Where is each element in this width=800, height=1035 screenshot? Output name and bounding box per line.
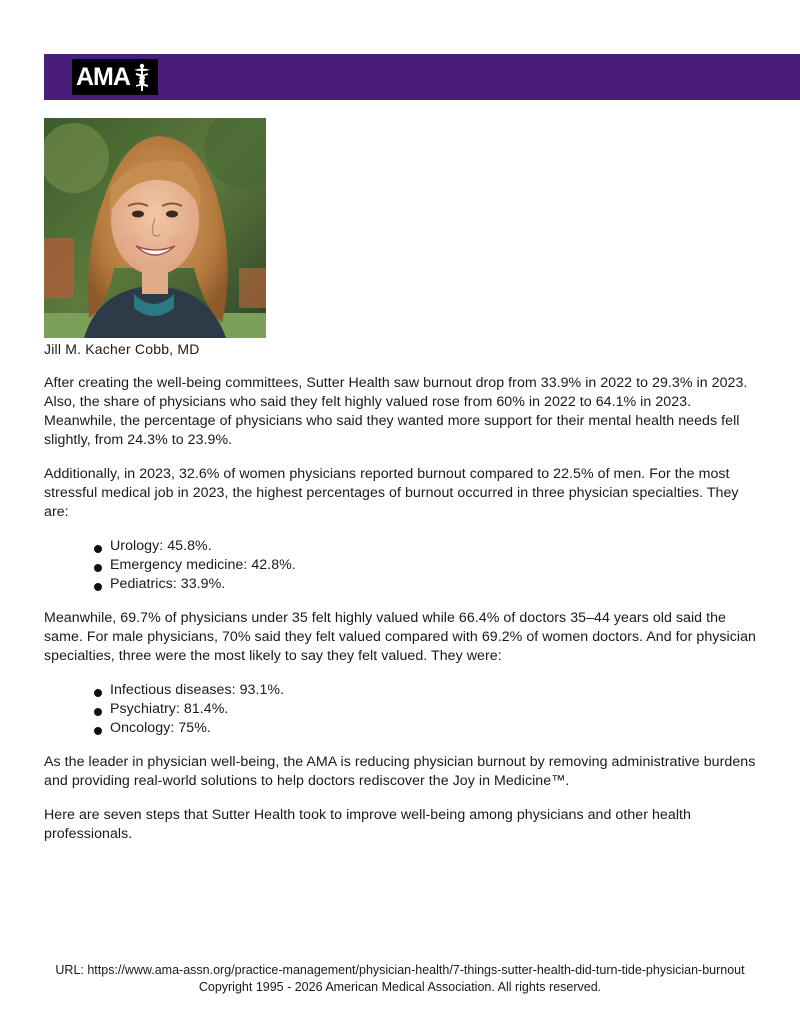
ama-logo[interactable] — [72, 59, 158, 95]
footer-copyright: Copyright 1995 - 2026 American Medical Association. All rights reserved. — [198, 980, 602, 994]
logo-text: AMA — [76, 62, 130, 91]
paragraph-burnout-drop: After creating the well-being committees, Sutter Health saw burnout drop from 33.9% in 2022 to 29.3% in 2023. Also, the share of physicians who said they felt highly valued rose from 60% in 2022 to 64.1% in 2023. Meanwhile, the percentage of physicians who said they wanted more support for their mental health needs fell slightly, from 24.3% to 23.9%. — [44, 375, 748, 448]
header-bar — [44, 54, 800, 100]
list-item — [92, 700, 760, 719]
bullet-icon — [94, 727, 102, 735]
author-photo — [44, 118, 266, 338]
paragraph-ama-leader: As the leader in physician well-being, the AMA is reducing physician burnout by removing administrative burdens and providing real-world solutions to help doctors rediscover the Joy in Medicine™. — [44, 754, 756, 789]
list-item — [92, 719, 760, 738]
list-item — [92, 556, 760, 575]
paragraph-valued: Meanwhile, 69.7% of physicians under 35 felt highly valued while 66.4% of doctors 35–44 years old said the same. For male physicians, 70% said they felt valued compared with 69.2% of women doctors. And for physician specialties, three were the most likely to say they felt valued. They were: — [44, 610, 756, 664]
burnout-specialty-list — [44, 537, 760, 594]
list-item-text: Pediatrics: 33.9%. — [110, 576, 226, 592]
paragraph-seven-steps: Here are seven steps that Sutter Health took to improve well-being among physicians and other health professionals. — [44, 807, 691, 842]
page-footer — [44, 962, 756, 996]
bullet-icon — [94, 545, 102, 553]
valued-specialty-list — [44, 681, 760, 738]
photo-caption: Jill M. Kacher Cobb, MD — [44, 341, 200, 357]
bullet-icon — [94, 564, 102, 572]
list-item — [92, 537, 760, 556]
caduceus-icon — [131, 62, 153, 92]
list-item — [92, 575, 760, 594]
bullet-icon — [94, 689, 102, 697]
list-item-text: Psychiatry: 81.4%. — [110, 701, 229, 717]
paragraph-gender-burnout: Additionally, in 2023, 32.6% of women physicians reported burnout compared to 22.5% of men. For the most stressful medical job in 2023, the highest percentages of burnout occurred in three physician specialties. They are: — [44, 466, 739, 520]
list-item-text: Oncology: 75%. — [110, 720, 211, 736]
list-item — [92, 681, 760, 700]
bullet-icon — [94, 708, 102, 716]
list-item-text: Urology: 45.8%. — [110, 538, 212, 554]
article-body — [44, 374, 760, 859]
footer-url[interactable]: URL: https://www.ama-assn.org/practice-management/physician-health/7-things-sutter-health-did-turn-tide-physician-burnout — [55, 963, 745, 977]
bullet-icon — [94, 583, 102, 591]
list-item-text: Emergency medicine: 42.8%. — [110, 557, 296, 573]
list-item-text: Infectious diseases: 93.1%. — [110, 682, 285, 698]
